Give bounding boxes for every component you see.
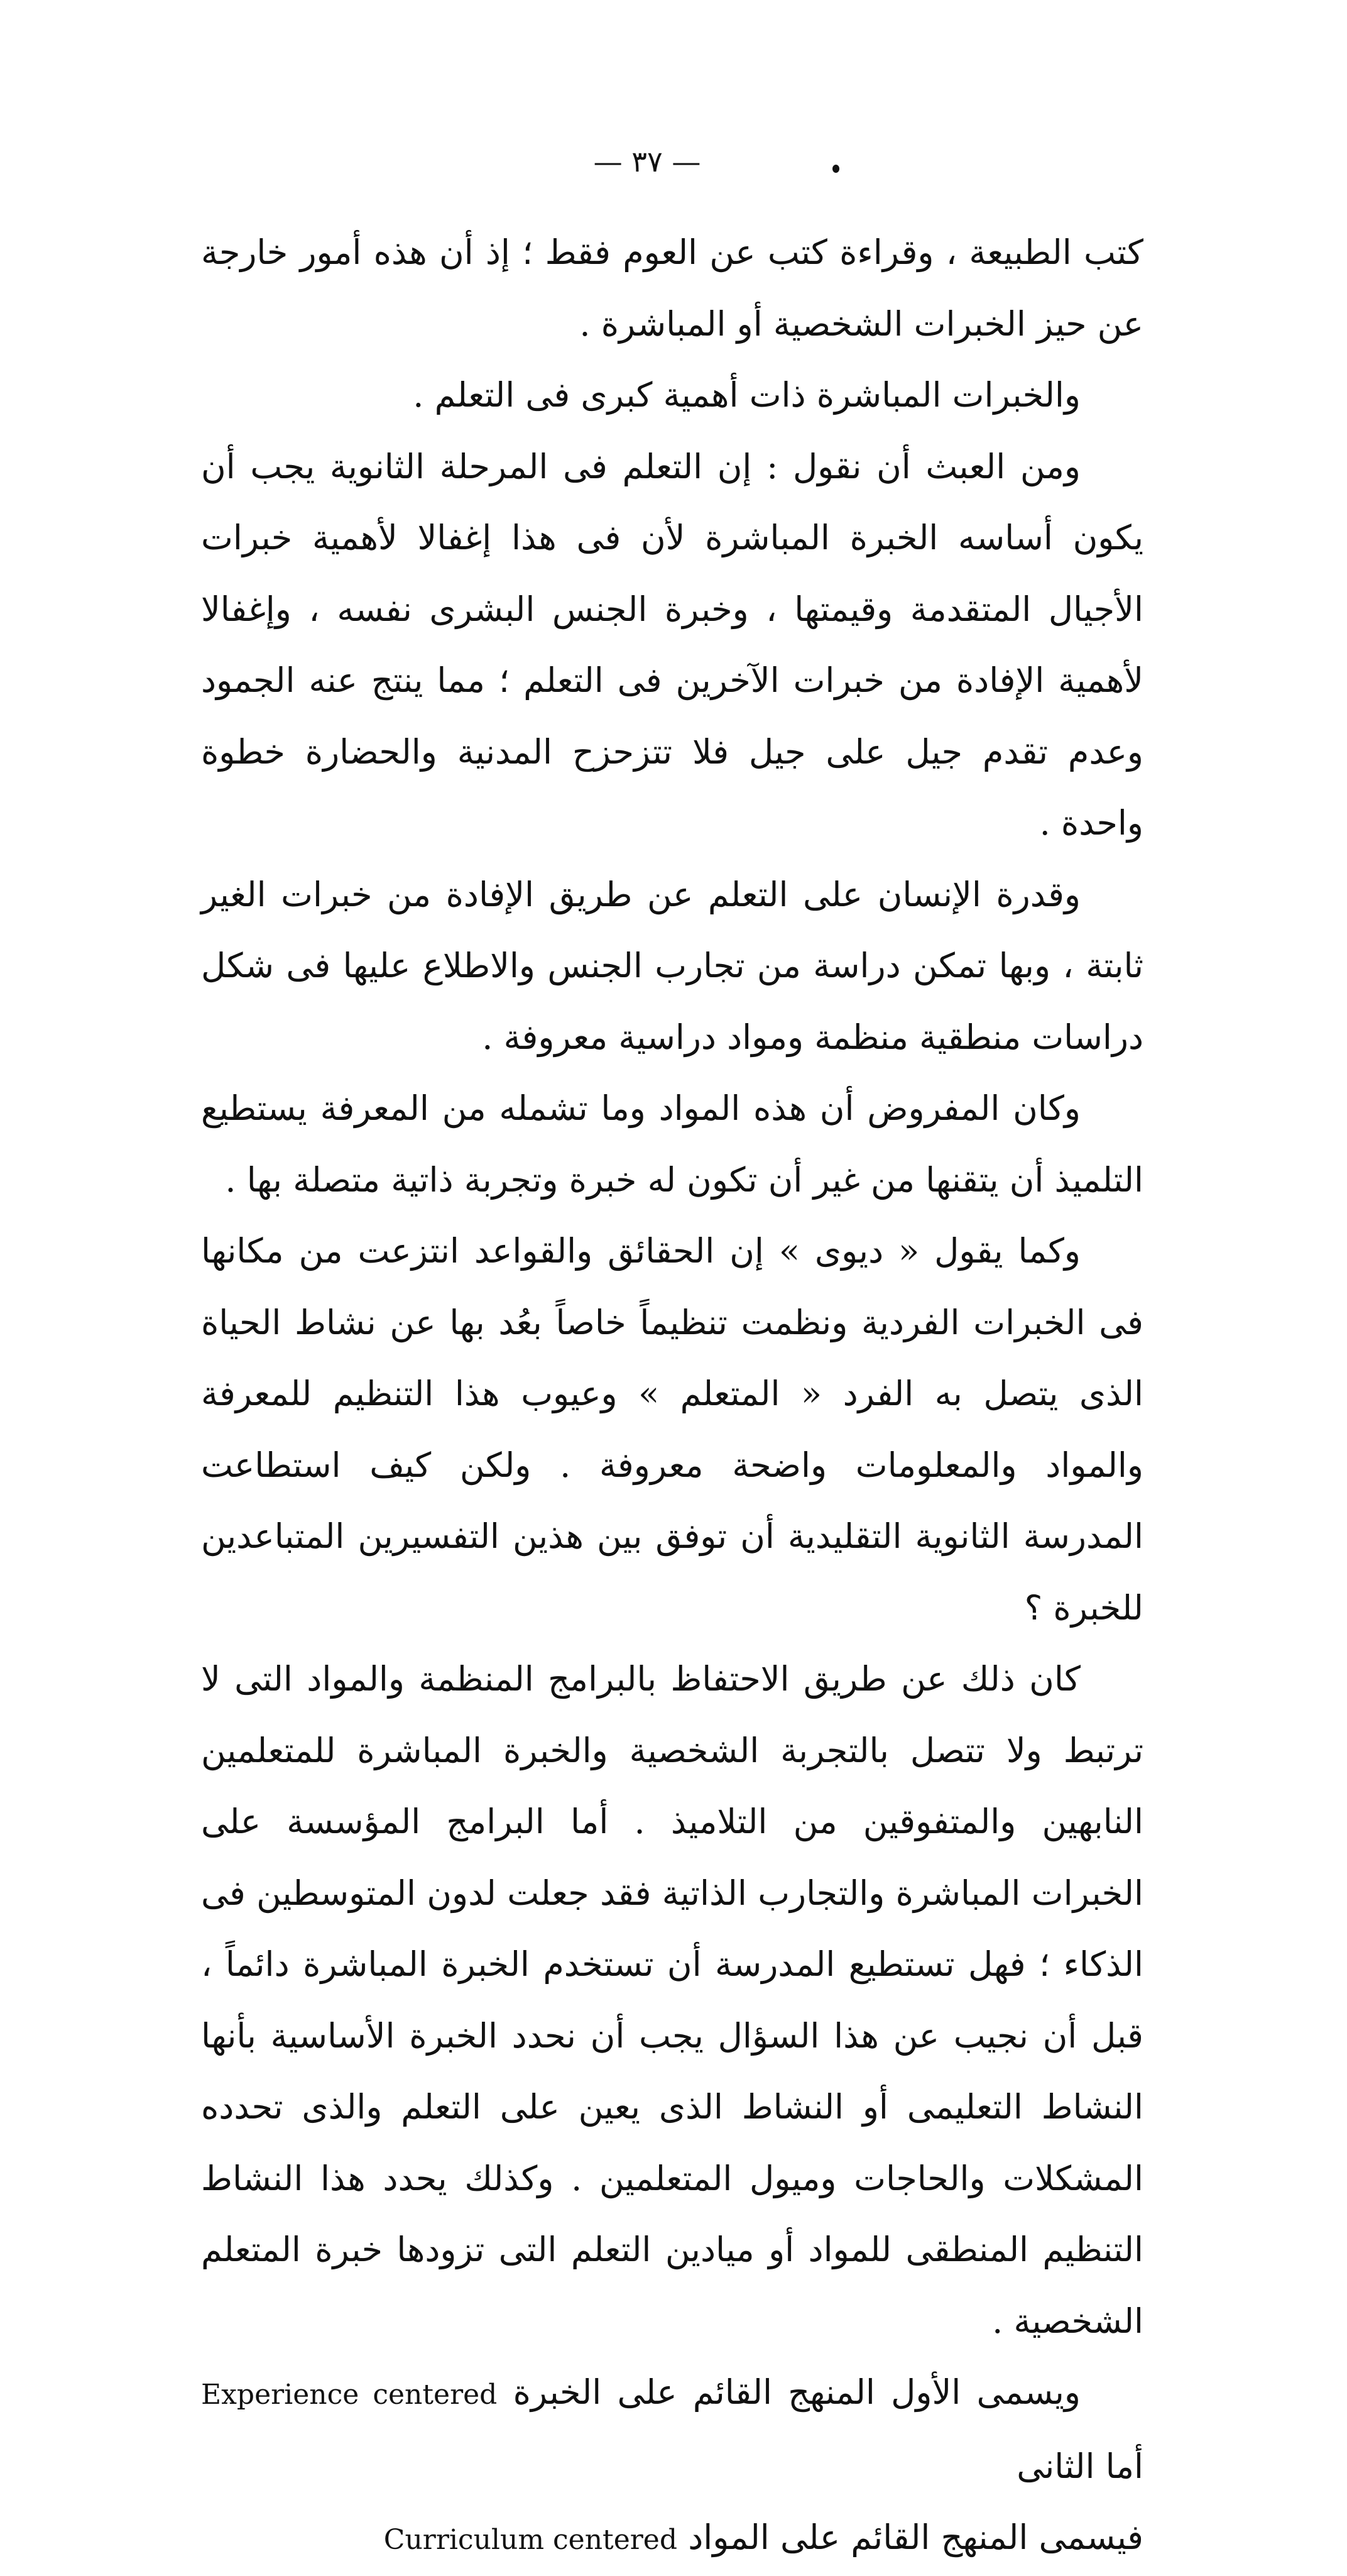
- term-curriculum-centered: Curriculum centered: [383, 2524, 678, 2556]
- paragraph-3: ومن العبث أن نقول : إن التعلم فى المرحلة الثانوية يجب أن يكون أساسه الخبرة المباشرة لأن فى هذا إغفالا لأهمية خبرات الأجيال المتقدمة وقيمتها ، وخبرة الجنس البشرى نفسه ، وإغفالا لأهمية الإفادة من خبرات الآخرين فى التعلم ؛ مما ينتج عنه الجمود وعدم تقدم جيل على جيل فلا تتزحزح المدنية والحضارة خطوة واحدة .: [201, 446, 1143, 843]
- paragraph-1: كتب الطبيعة ، وقراءة كتب عن العوم فقط ؛ إذ أن هذه أمور خارجة عن حيز الخبرات الشخصية أو المباشرة .: [201, 233, 1143, 344]
- body-text: [201, 217, 1143, 2576]
- paragraph-6: وكما يقول « ديوى » إن الحقائق والقواعد انتزعت من مكانها فى الخبرات الفردية ونظمت تنظيماً خاصاً بعُد بها عن نشاط الحياة الذى يتصل به الفرد « المتعلم » وعيوب هذا التنظيم للمعرفة والمواد والمعلومات واضحة معروفة . ولكن كيف استطاعت المدرسة الثانوية التقليدية أن توفق بين هذين التفسيرين المتباعدين للخبرة ؟: [201, 1231, 1143, 1628]
- paragraph-4: وقدرة الإنسان على التعلم عن طريق الإفادة من خبرات الغير ثابتة ، وبها تمكن دراسة من تجارب الجنس والاطلاع عليها فى شكل دراسات منطقية منظمة ومواد دراسية معروفة .: [201, 874, 1143, 1057]
- dot-mark: [832, 165, 839, 173]
- paragraph-9: [201, 2502, 1143, 2576]
- paragraph-8-arabic-start: ويسمى الأول المنهج القائم على الخبرة: [513, 2372, 1081, 2412]
- paragraph-9-arabic-start: فيسمى المنهج القائم على المواد: [688, 2518, 1143, 2557]
- term-experience-centered: Experience centered: [201, 2379, 498, 2411]
- paragraph-8: [201, 2357, 1143, 2502]
- page-number: — ٣٧ —: [593, 145, 701, 178]
- paragraph-8-arabic-end: أما الثانى: [1017, 2446, 1143, 2486]
- paragraph-2: والخبرات المباشرة ذات أهمية كبرى فى التعلم .: [413, 375, 1081, 415]
- paragraph-7: كان ذلك عن طريق الاحتفاظ بالبرامج المنظمة والمواد التى لا ترتبط ولا تتصل بالتجربة الشخصية والخبرة المباشرة للمتعلمين النابهين والمتفوقين من التلاميذ . أما البرامج المؤسسة على الخبرات المباشرة والتجارب الذاتية فقد جعلت لدون المتوسطين فى الذكاء ؛ فهل تستطيع المدرسة أن تستخدم الخبرة المباشرة دائماً ، قبل أن نجيب عن هذا السؤال يجب أن نحدد الخبرة الأساسية بأنها النشاط التعليمى أو النشاط الذى يعين على التعلم والذى تحدده المشكلات والحاجات وميول المتعلمين . وكذلك يحدد هذا النشاط التنظيم المنطقى للمواد أو ميادين التعلم التى تزودها خبرة المتعلم الشخصية .: [201, 1659, 1143, 2341]
- paragraph-5: وكان المفروض أن هذه المواد وما تشمله من المعرفة يستطيع التلميذ أن يتقنها من غير أن تكون له خبرة وتجربة ذاتية متصلة بها .: [201, 1088, 1143, 1200]
